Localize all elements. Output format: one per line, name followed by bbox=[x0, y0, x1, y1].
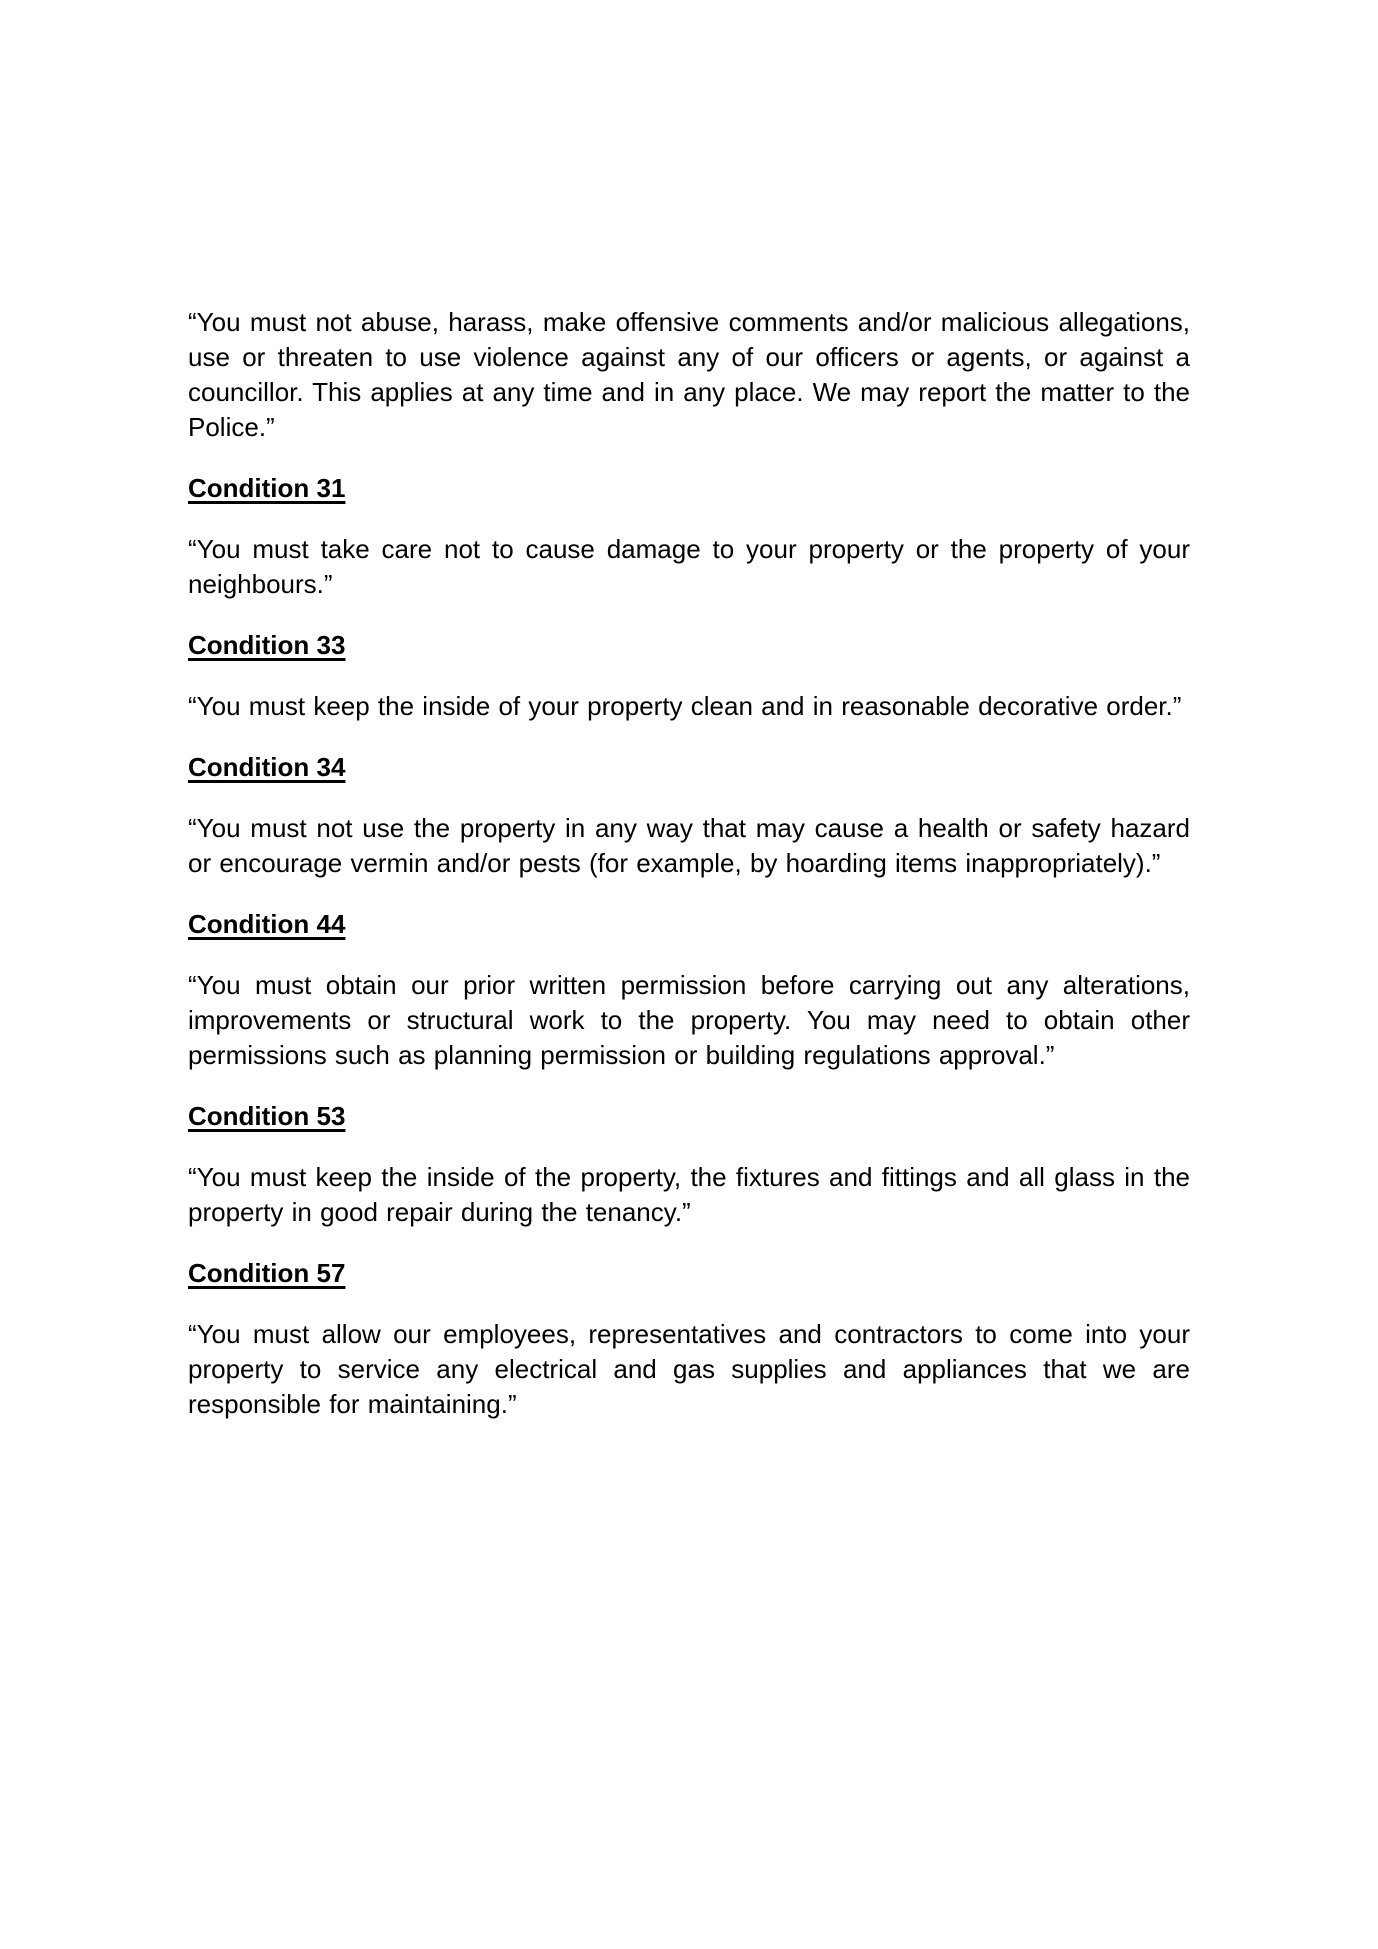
condition-section-33 bbox=[188, 628, 1190, 724]
condition-section-44 bbox=[188, 907, 1190, 1073]
condition-44-body: “You must obtain our prior written permission before carrying out any alterations, improvements or structural work to the property. You may need to obtain other permissions such as planning permission or building regulations approval.” bbox=[188, 970, 1190, 1070]
condition-33-heading: Condition 33 bbox=[188, 630, 346, 660]
condition-section-34 bbox=[188, 750, 1190, 881]
condition-section-53 bbox=[188, 1099, 1190, 1230]
condition-53-body: “You must keep the inside of the property, the fixtures and fittings and all glass in the property in good repair during the tenancy.” bbox=[188, 1162, 1190, 1227]
intro-paragraph: “You must not abuse, harass, make offensive comments and/or malicious allegations, use or threaten to use violence against any of our officers or agents, or against a councillor. This applies at any time and in any place. We may report the matter to the Police.” bbox=[188, 307, 1190, 442]
condition-section-57 bbox=[188, 1256, 1190, 1422]
condition-57-body: “You must allow our employees, representatives and contractors to come into your property to service any electrical and gas supplies and appliances that we are responsible for maintaining.” bbox=[188, 1319, 1190, 1419]
condition-57-heading: Condition 57 bbox=[188, 1258, 346, 1288]
condition-34-body: “You must not use the property in any way that may cause a health or safety hazard or encourage vermin and/or pests (for example, by hoarding items inappropriately).” bbox=[188, 813, 1190, 878]
condition-section-31 bbox=[188, 471, 1190, 602]
condition-31-heading: Condition 31 bbox=[188, 473, 346, 503]
condition-31-body: “You must take care not to cause damage to your property or the property of your neighbours.” bbox=[188, 534, 1190, 599]
condition-53-heading: Condition 53 bbox=[188, 1101, 346, 1131]
condition-34-heading: Condition 34 bbox=[188, 752, 346, 782]
condition-44-heading: Condition 44 bbox=[188, 909, 346, 939]
condition-33-body: “You must keep the inside of your property clean and in reasonable decorative order.” bbox=[188, 691, 1182, 721]
